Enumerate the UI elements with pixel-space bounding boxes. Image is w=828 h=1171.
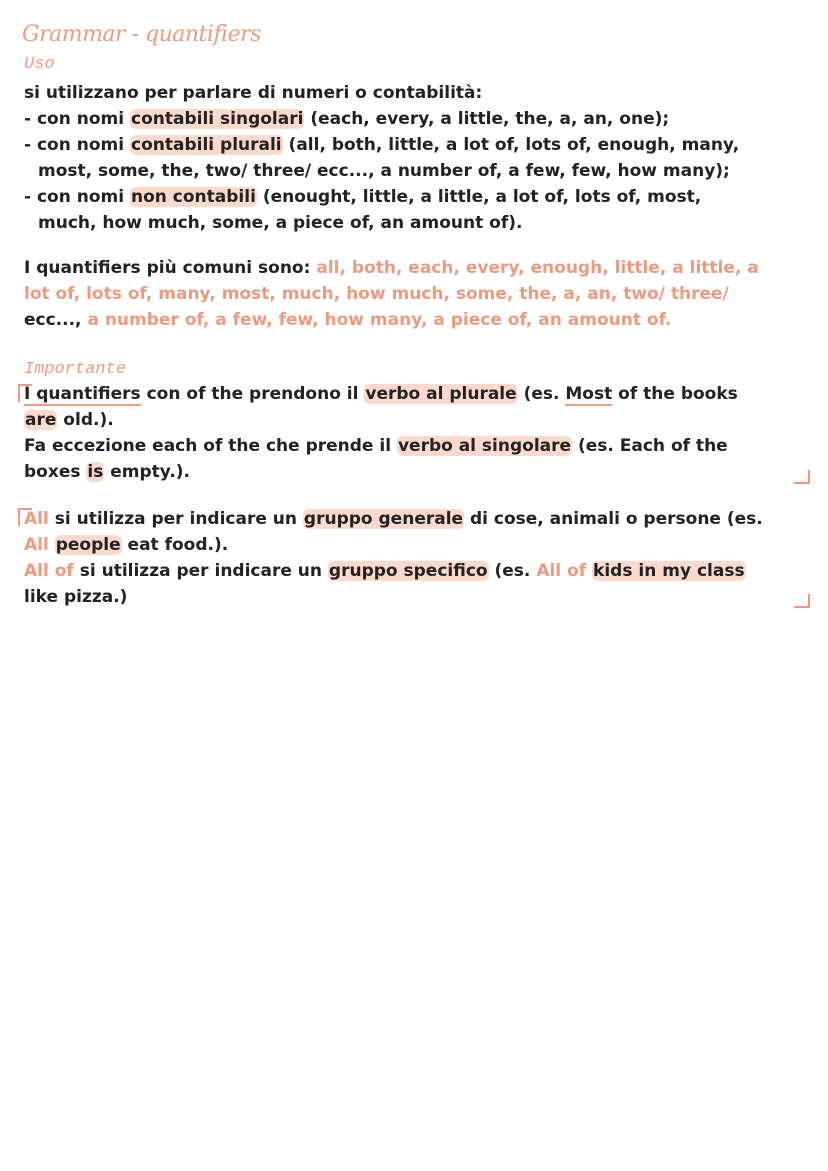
importante-section: I quantifiers con of the prendono il verbo al plurale (es. Most of the books are old.). Fa eccezione each of the che prende il verbo al singolare (es. Each of the boxes is empty.). [24,384,738,482]
corner-bracket-end-icon [794,594,810,608]
bullet-countable-singular: - con nomi contabili singolari (each, every, a little, the, a, an, one); [24,109,670,129]
section-heading-importante: Importante [24,360,127,379]
all-section: All si utilizza per indicare un gruppo generale di cose, animali o persone (es. All people eat food.). All of si utilizza per indicare un gruppo specifico (es. All of kids in my class like pizza.) [24,509,763,607]
bullet-countable-plural: - con nomi contabili plurali (all, both, little, a lot of, lots of, enough, many, [24,135,740,155]
bullet-uncountable-cont: much, how much, some, a piece of, an amount of). [38,213,523,233]
corner-bracket-end-icon [794,470,810,484]
bullet-uncountable: - con nomi non contabili (enought, little, a little, a lot of, lots of, most, [24,187,702,207]
uso-section [24,80,814,236]
page-title: Grammar - quantifiers [22,22,261,47]
common-quantifiers: I quantifiers più comuni sono: all, both, each, every, enough, little, a little, a lot of, lots of, many, most, much, how much, some, the, a, an, two/ three/ ecc..., a number of, a few, few, how many, a piece of, an amount of. [24,258,759,330]
uso-intro: si utilizzano per parlare di numeri o contabilità: [24,83,483,103]
section-heading-uso: Uso [24,55,55,74]
bullet-countable-plural-cont: most, some, the, two/ three/ ecc..., a number of, a few, few, how many); [38,161,730,181]
